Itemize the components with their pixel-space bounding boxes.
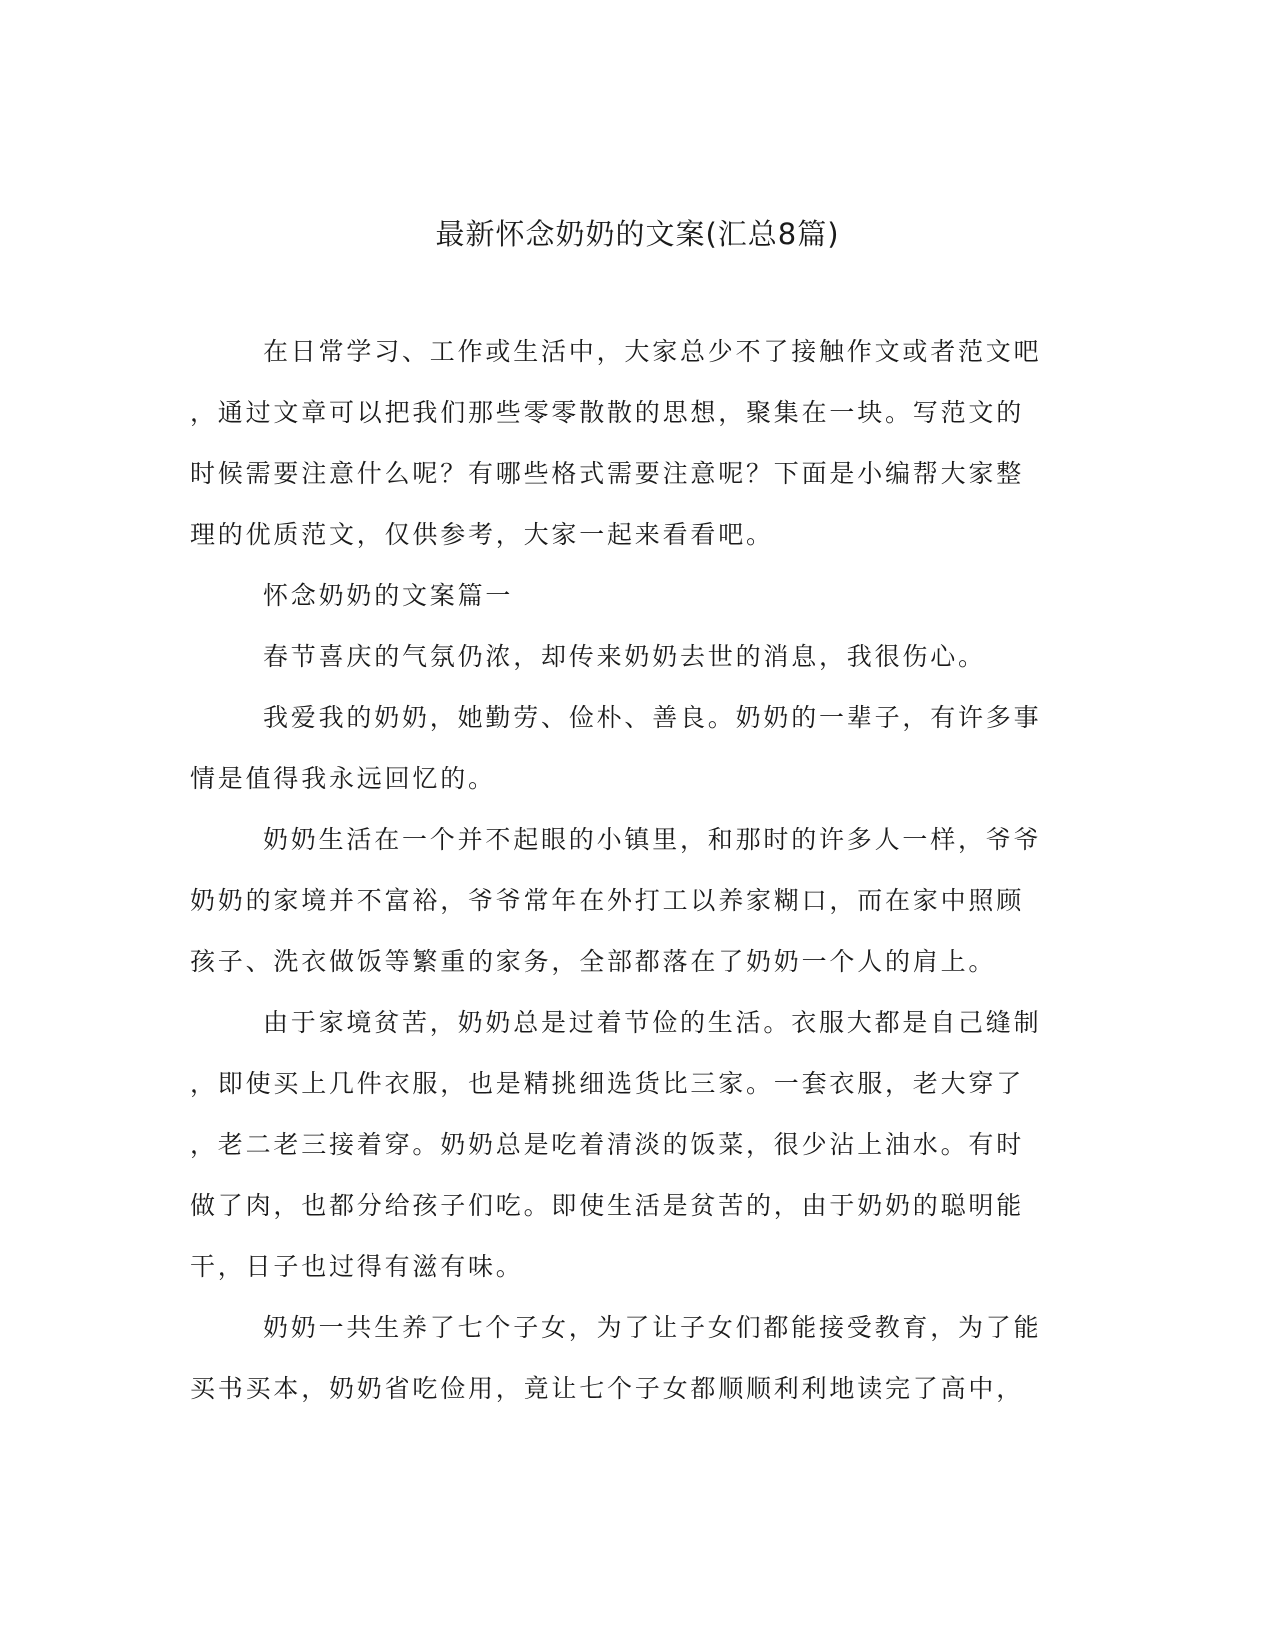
text-line: 孩子、洗衣做饭等繁重的家务，全部都落在了奶奶一个人的肩上。 [190,947,997,976]
text-line: 奶奶生活在一个并不起眼的小镇里，和那时的许多人一样，爷爷 [263,825,1042,854]
document-title: 最新怀念奶奶的文案(汇总8篇) [435,217,840,251]
text-line: 在日常学习、工作或生活中，大家总少不了接触作文或者范文吧 [263,337,1042,366]
text-line: 买书买本，奶奶省吃俭用，竟让七个子女都顺顺利利地读完了高中， [190,1374,1025,1403]
text-line: 理的优质范文，仅供参考，大家一起来看看吧。 [190,520,774,549]
text-line: 时候需要注意什么呢？有哪些格式需要注意呢？下面是小编帮大家整 [190,459,1025,488]
text-line: 奶奶的家境并不富裕，爷爷常年在外打工以养家糊口，而在家中照顾 [190,886,1025,915]
text-line: 干，日子也过得有滋有味。 [190,1252,524,1281]
text-line: 由于家境贫苦，奶奶总是过着节俭的生活。衣服大都是自己缝制 [263,1008,1042,1037]
text-line: 怀念奶奶的文案篇一 [263,581,514,610]
text-line: 春节喜庆的气氛仍浓，却传来奶奶去世的消息，我很伤心。 [263,642,986,671]
text-line: 奶奶一共生养了七个子女，为了让子女们都能接受教育，为了能 [263,1313,1042,1342]
text-line: 情是值得我永远回忆的。 [190,764,496,793]
text-line: ，老二老三接着穿。奶奶总是吃着清淡的饭菜，很少沾上油水。有时 [190,1130,1025,1159]
text-line: ，即使买上几件衣服，也是精挑细选货比三家。一套衣服，老大穿了 [190,1069,1025,1098]
document-body [190,330,1080,1428]
text-line: 我爱我的奶奶，她勤劳、俭朴、善良。奶奶的一辈子，有许多事 [263,703,1042,732]
text-line: ，通过文章可以把我们那些零零散散的思想，聚集在一块。写范文的 [190,398,1025,427]
text-line: 做了肉，也都分给孩子们吃。即使生活是贫苦的，由于奶奶的聪明能 [190,1191,1025,1220]
